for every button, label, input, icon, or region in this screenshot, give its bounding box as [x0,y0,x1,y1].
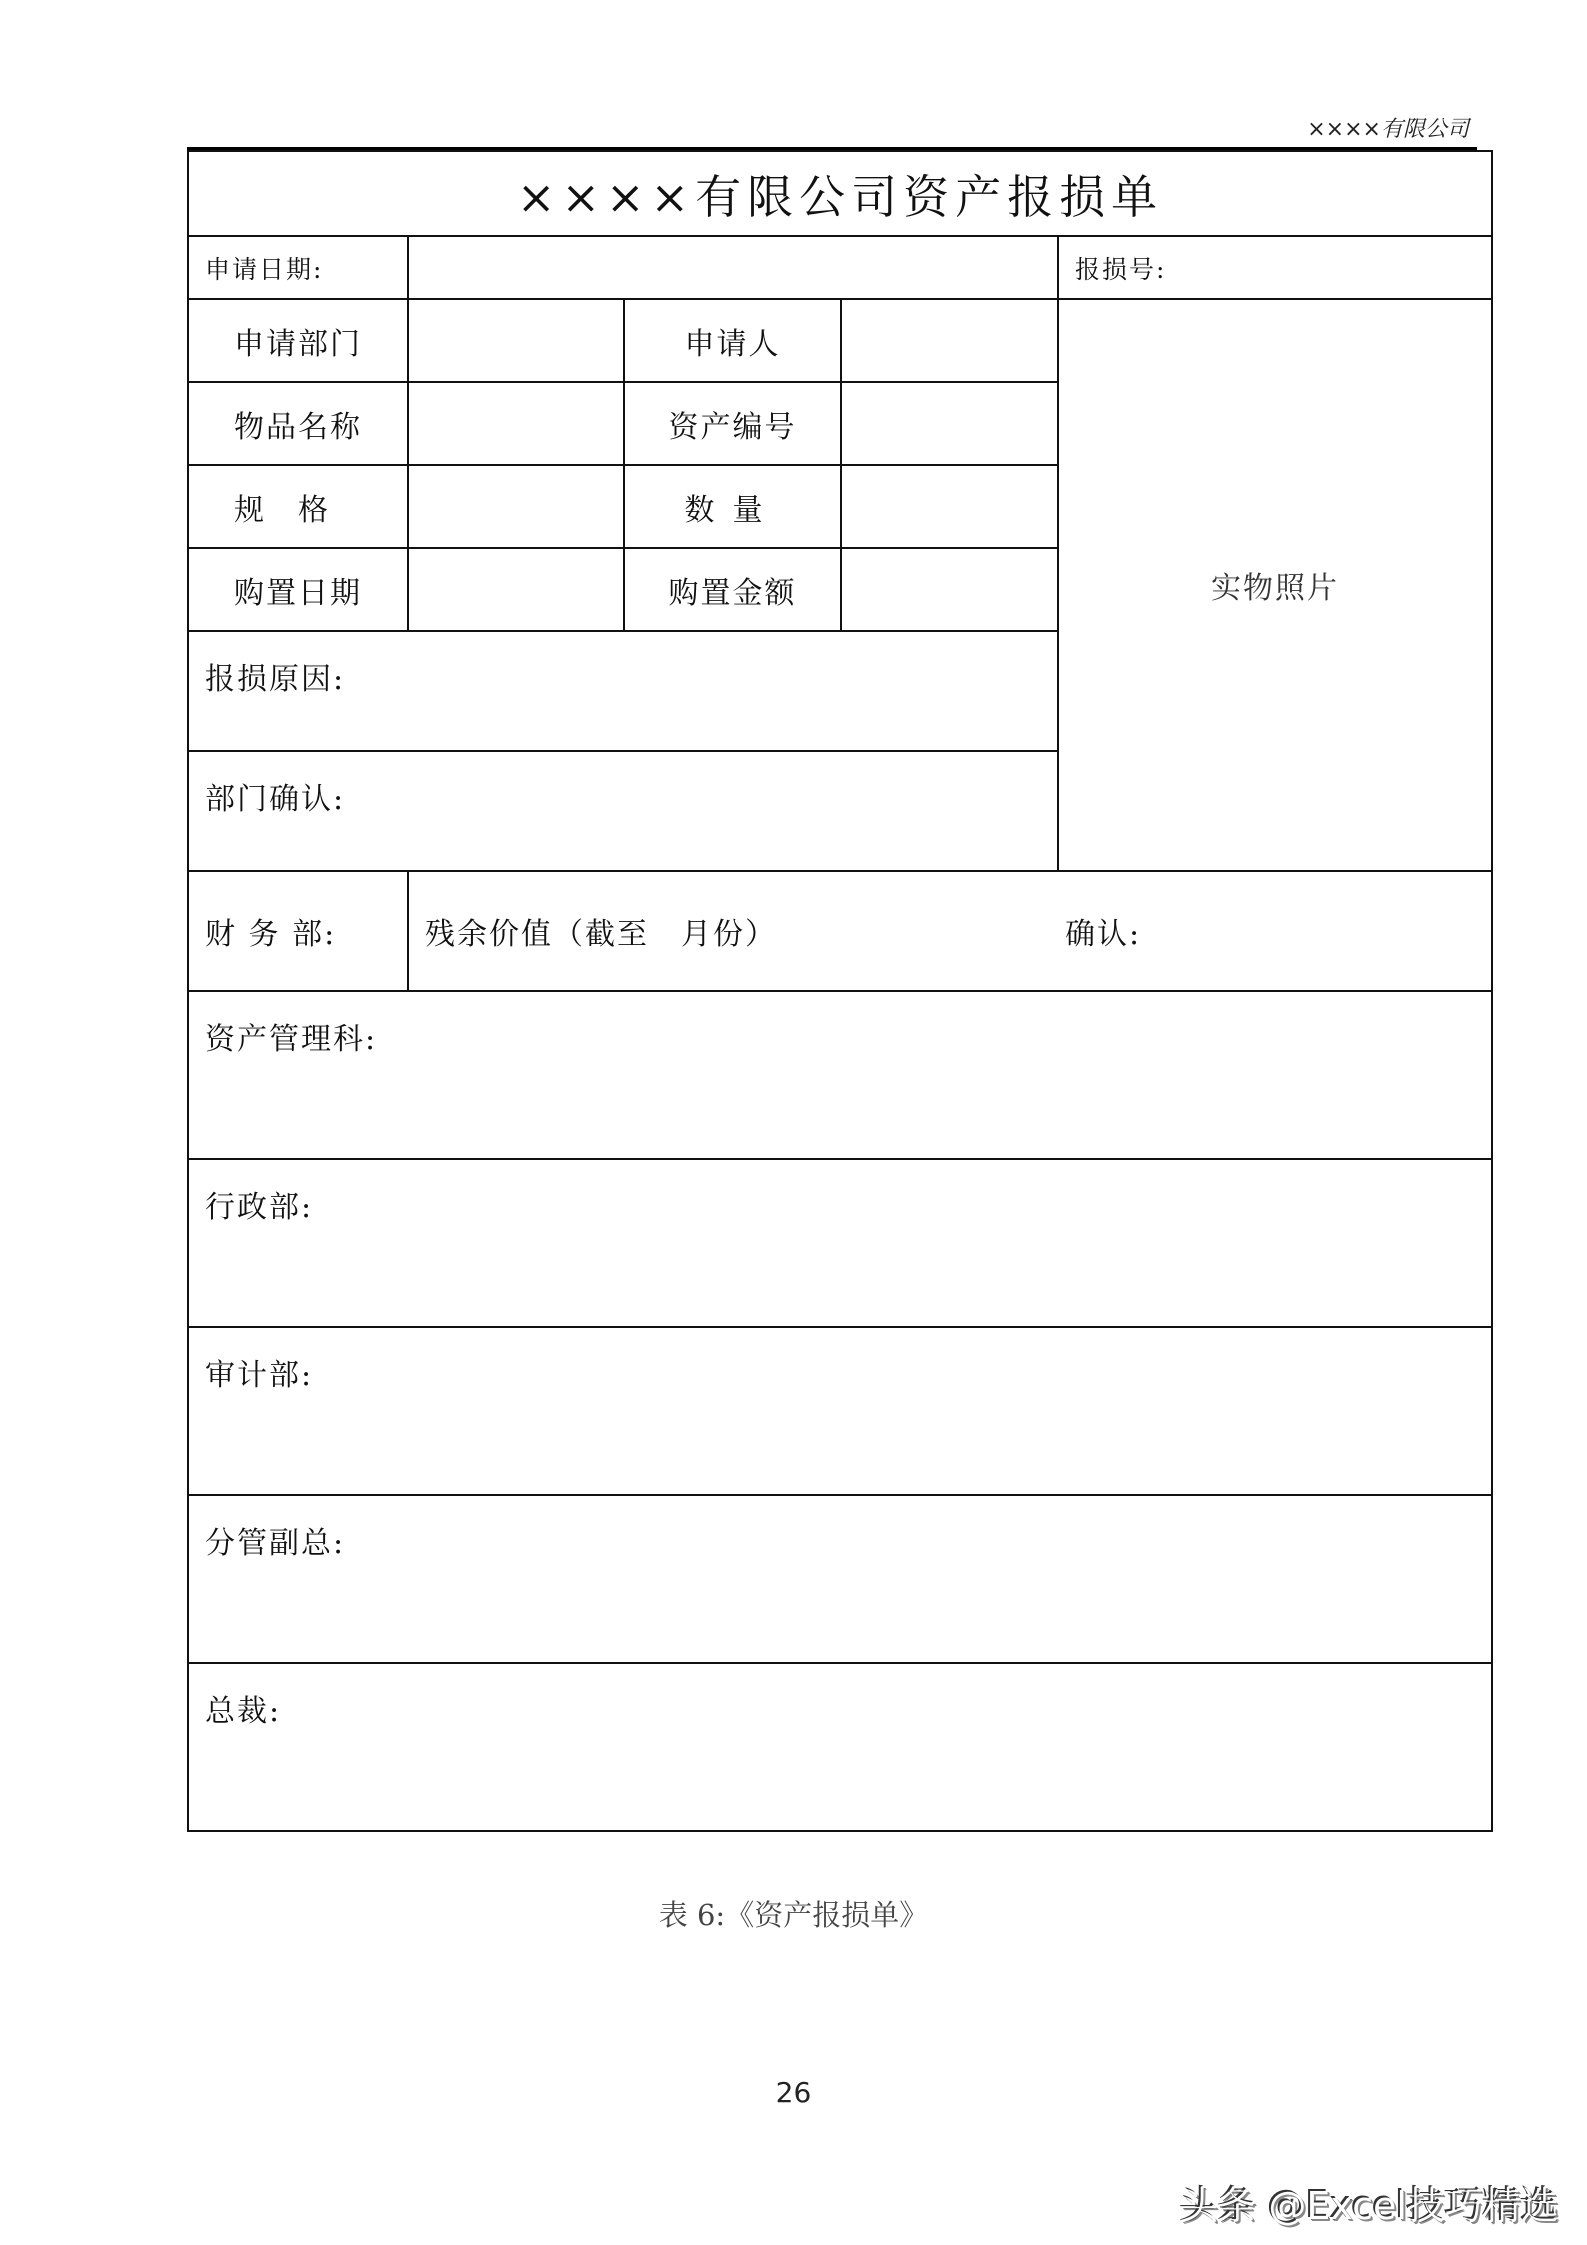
asset-mgmt-label: 资产管理科: [205,1022,378,1057]
vice-president-label: 分管副总: [205,1526,346,1561]
purchase-amount-field[interactable] [841,548,1058,631]
department-label: 申请部门 [188,299,408,382]
asset-mgmt-approval[interactable] [188,991,1492,1159]
applicant-label: 申请人 [624,299,841,382]
president-label: 总裁: [205,1694,282,1729]
admin-dept-approval[interactable] [188,1159,1492,1327]
apply-date-label: 申请日期: [188,236,408,299]
purchase-date-label: 购置日期 [188,548,408,631]
purchase-date-field[interactable] [408,548,624,631]
form-title: ××××有限公司资产报损单 [188,151,1492,236]
report-no-label[interactable]: 报损号: [1058,236,1492,299]
president-approval[interactable] [188,1663,1492,1831]
asset-writeoff-form [187,150,1493,1832]
photo-area[interactable] [1058,299,1492,871]
spec-field[interactable] [408,465,624,548]
photo-label: 实物照片 [1211,571,1339,606]
purchase-amount-label: 购置金额 [624,548,841,631]
finance-confirm-label: 确认: [1065,917,1142,952]
audit-dept-approval[interactable] [188,1327,1492,1495]
item-name-label: 物品名称 [188,382,408,465]
finance-field[interactable] [408,871,1492,991]
reason-field[interactable] [188,631,1058,751]
page-number: 26 [775,2076,812,2109]
applicant-field[interactable] [841,299,1058,382]
spec-label: 规格 [188,465,408,548]
department-field[interactable] [408,299,624,382]
residual-value-label: 残余价值（截至 月份） [425,917,777,952]
header-company-name: ××××有限公司 [1307,117,1469,142]
table-caption: 表 6:《资产报损单》 [658,1898,929,1932]
dept-confirm-field[interactable] [188,751,1058,871]
asset-no-label: 资产编号 [624,382,841,465]
vice-president-approval[interactable] [188,1495,1492,1663]
apply-date-field[interactable] [408,236,1058,299]
quantity-label: 数量 [624,465,841,548]
watermark: 头条 @Excel技巧精选 [1180,2184,1559,2228]
finance-label: 财 务 部: [188,871,408,991]
reason-label: 报损原因: [205,662,346,697]
asset-no-field[interactable] [841,382,1058,465]
admin-dept-label: 行政部: [205,1190,314,1225]
quantity-field[interactable] [841,465,1058,548]
item-name-field[interactable] [408,382,624,465]
audit-dept-label: 审计部: [205,1358,314,1393]
dept-confirm-label: 部门确认: [205,782,346,817]
